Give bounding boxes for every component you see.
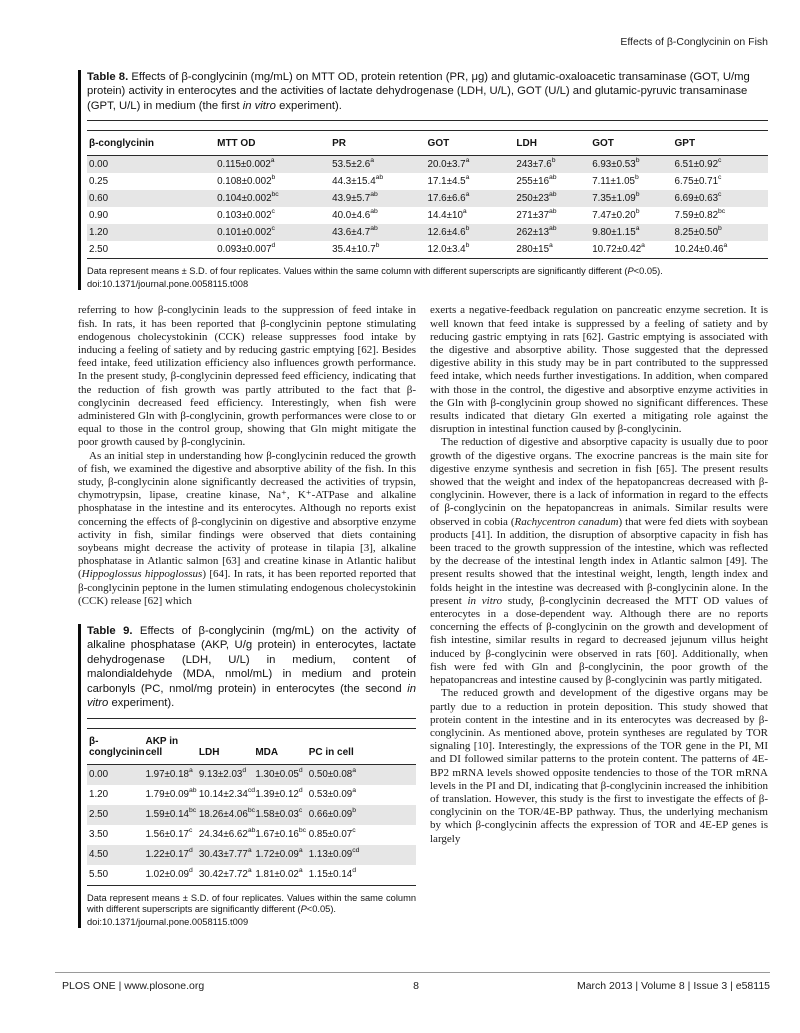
superscript: a — [723, 241, 728, 249]
table-cell: 7.11±1.05$^b$ — [592, 173, 639, 188]
superscript: bc — [718, 207, 726, 215]
table9-block — [78, 624, 416, 928]
table-cell: 0.85±0.07$^c$ — [308, 826, 356, 841]
table8-doi: doi:10.1371/journal.pone.0058115.t008 — [87, 278, 249, 289]
superscript: ab — [370, 207, 378, 215]
table-cell: 6.51±0.92$^c$ — [674, 156, 722, 171]
superscript: cd — [352, 846, 360, 854]
table-cell: 10.72±0.42$^a$ — [592, 241, 645, 256]
table8-label: Table 8. — [87, 71, 129, 83]
table-cell: 1.58±0.03$^c$ — [255, 806, 303, 821]
table-cell: 1.02±0.09$^d$ — [145, 866, 193, 881]
table-cell: 24.34±6.62$^{ab}$ — [198, 826, 256, 841]
superscript: ab — [549, 173, 557, 181]
superscript: c — [189, 826, 193, 834]
superscript: ab — [549, 224, 557, 232]
superscript: a — [635, 224, 640, 232]
table-cell: 2.50 — [89, 244, 109, 256]
table-cell: 53.5±2.6$^a$ — [332, 156, 374, 171]
superscript: b — [635, 207, 640, 215]
table-cell: 0.108±0.002$^b$ — [217, 173, 276, 188]
table-cell: 18.26±4.06$^{bc}$ — [198, 806, 256, 821]
column-header: LDH — [514, 131, 590, 156]
table-cell: $250\pm 23^{ab}$ — [516, 190, 557, 205]
table-cell: 1.72±0.09$^a$ — [255, 846, 303, 861]
right-column-text — [430, 304, 768, 845]
right-column — [430, 304, 768, 928]
superscript: a — [641, 241, 645, 249]
table-cell: $14.4\pm 10^a$ — [427, 207, 467, 222]
table9 — [87, 728, 416, 886]
superscript: d — [271, 241, 276, 249]
left-column — [78, 304, 416, 928]
superscript: b — [271, 173, 276, 181]
table-row — [87, 190, 768, 207]
table-cell: 0.50±0.08$^a$ — [308, 766, 357, 781]
table-cell: 20.0±3.7$^a$ — [427, 156, 470, 171]
superscript: b — [718, 224, 722, 232]
superscript: a — [465, 173, 470, 181]
column-header: LDH — [197, 728, 253, 764]
table-cell: $262\pm 13^{ab}$ — [516, 224, 557, 239]
paragraph: As an initial step in understanding how β-conglycinin reduced the growth of fish, we examined the digestive and absorptive ability of the fish. In this study, β-conglycinin alone significantly decreased the activities of trypsin, chymotrypsin, lipase, creatine kinase, Na⁺, K⁺-ATPase and alkaline phosphatase in the intestine and its enterocytes. Although no reports exist concerning the effects of β-conglycinin on digestive and absorptive enzyme activity in fish, similar findings were observed that diets containing soybeans might decrease the activity of protease in tilapia [3], alkaline phosphatase in Atlantic salmon [63] and creatine kinase in Atlantic halibut (Hippoglossus hippoglossus) [64]. In rats, it has been reported reported that β-conglycinin peptone in the lumen stimulating endogenous cholecystokinin (CCK) release [62] which — [78, 449, 416, 607]
superscript: b — [551, 156, 556, 164]
superscript: a — [298, 846, 303, 854]
table-cell: 44.3±15.4$^{ab}$ — [332, 173, 384, 188]
superscript: a — [189, 766, 193, 774]
column-header: GOT — [590, 131, 672, 156]
table8-block — [78, 70, 768, 290]
column-header: β-conglycinin — [87, 728, 143, 764]
table-cell: 0.115±0.002$^a$ — [217, 156, 275, 171]
table-cell: 0.103±0.002$^c$ — [217, 207, 275, 222]
table-cell: 17.6±6.6$^a$ — [427, 190, 470, 205]
paragraph: The reduction of digestive and absorptive capacity is usually due to poor growth of the digestive organs. The exocrine pancreas is the main site for digestive enzyme synthesis and secretion in fish [65]. The present results showed that the weight and index of the hepatopancreas decreased with β-conglycinin. However, there is a lack of information in regard to the effects of β-conglycinin on the hepatopancreas in animals. Similar results were observed in cobia (Rachycentron canadum) that were fed diets with soybean products [41]. In addition, the disruption of absorptive capacity in fish has been traced to the growth suppression of the intestine, which was reflected by the decrease of the intestinal length index in Atlantic salmon [49]. The present results showed that the intestinal weight, length, length index and folds height in the intestine was decreased with β-conglycinin alone. In the present in vitro study, β-conglycinin decreased the MTT OD values of enterocytes in a dose-dependent way. Although there are no reports concerning the effects of β-conglycinin on the growth and development of fish intestine, similar results in regard to decreased jejunum villus height induced by β-conglycinin were observed in rats [60]. Additionally, when fish were fed with Gln and β-conglycinin, the poor growth of the hepatopancreas and intestine caused by β-conglycinin was partly mitigated. — [430, 436, 769, 687]
superscript: c — [271, 224, 275, 232]
superscript: bc — [247, 806, 256, 814]
superscript: ab — [247, 826, 256, 834]
table-cell: 1.20 — [89, 789, 109, 801]
table9-footnote: Data represent means ± S.D. of four replicates. Values within the same column with different superscripts are significantly different (P<0.05). — [87, 892, 416, 915]
superscript: d — [242, 766, 247, 774]
table-cell: 1.79±0.09$^{ab}$ — [145, 786, 197, 801]
superscript: b — [634, 173, 639, 181]
table-cell: 0.53±0.09$^a$ — [308, 786, 357, 801]
table-cell: 43.6±4.7$^{ab}$ — [332, 224, 378, 239]
superscript: cd — [247, 786, 256, 794]
superscript: b — [635, 190, 640, 198]
table-cell: 1.39±0.12$^d$ — [255, 786, 303, 801]
superscript: a — [549, 241, 553, 249]
table-cell: 0.66±0.09$^b$ — [308, 806, 357, 821]
table-cell: 1.56±0.17$^c$ — [145, 826, 193, 841]
table-cell: 6.93±0.53$^b$ — [592, 156, 640, 171]
column-header: GPT — [673, 131, 768, 156]
column-header: GOT — [426, 131, 515, 156]
superscript: d — [298, 786, 303, 794]
superscript: a — [298, 866, 303, 874]
header-row — [87, 728, 416, 764]
table-row — [87, 805, 416, 825]
table8 — [87, 130, 768, 259]
table-cell: 6.75±0.71$^c$ — [674, 173, 722, 188]
table-cell: 0.104±0.002$^{bc}$ — [217, 190, 279, 205]
table8-caption-text: Effects of β-conglycinin (mg/mL) on MTT OD, protein retention (PR, μg) and glutamic-oxaloacetic transaminase (GOT, U/mg protein) activity in enterocytes and the activities of lactate dehydrogenase (LDH, U/L), GOT (U/L) and glutamic-pyruvic transaminase (GPT, U/L) in medium (the first in vitro experiment). — [87, 71, 750, 112]
table-cell: 30.42±7.72$^a$ — [198, 866, 252, 881]
paragraph: The reduced growth and development of the digestive organs may be partly due to a reduction in protein deposition. This study showed that protein content in the intestine and in its enterocytes was decreased by β-conglycinin. As mentioned above, protein syntheses are regulated by TOR signaling [10]. Interestingly, the expressions of the TOR gene in the PI, MI and DI followed similar patterns to the protein content. The patterns of 4E-BP2 mRNA levels showed opposite tendencies to those of the TOR mRNA levels in the PI and DI, indicating that β-conglycinin increased the inhibition of translation. However, this study is the first to investigate the effects of β-conglycinin on the TOR/4E-BP pathway. Thus, the underlying mechanism by which β-conglycinin affects the expression of TOR and 4E-EP genes is largely — [430, 687, 768, 845]
table-cell: 4.50 — [89, 849, 109, 861]
paragraph: referring to how β-conglycinin leads to the suppression of feed intake in fish. In rats, it has been reported that β-conglycinin peptone stimulating endogenous cholecystokinin (CCK) release suppresses food intake by inducing a feeling of satiety and by reducing gastric emptying [62]. Besides feed intake, feed utilization efficiency also influences growth performance. In the present study, β-conglycinin depressed feed efficiency, indicating that the reduction of fish growth was partly attributed to the fact that β-conglycinin decreased feed efficiency. Interestingly, when fish were administered Gln with β-conglycinin, growth performances were close to or equal to those in the control group, showing that Gln might mitigate the poor growth caused by β-conglycinin. — [78, 304, 416, 449]
table-cell: 1.22±0.17$^d$ — [145, 846, 193, 861]
table-row — [87, 156, 768, 174]
paragraph: exerts a negative-feedback regulation on pancreatic enzyme secretion. It is well known that feed intake is suppressed by a feeling of satiety and by reducing gastric emptying in rats [62]. Gastric emptying is associated with the digestive and absorptive ability. Those suggested that the depressed digestive ability in this study may be in part contributed to the suppressed feed intake, which needs further investigations. In addition, when compared with those in the control, the digestive and absorptive enzyme activities in the Gln with β-conglycinin group showed no significant differences. These results indicated that dietary Gln exerted a mitigating role against the disruption in intestinal function caused by β-conglycinin. — [430, 304, 768, 436]
footer-citation: March 2013 | Volume 8 | Issue 3 | e58115 — [576, 980, 770, 992]
table-cell: 10.14±2.34$^{cd}$ — [198, 786, 256, 801]
table-cell: 7.35±1.09$^b$ — [592, 190, 640, 205]
table-row — [87, 173, 768, 190]
superscript: ab — [370, 224, 378, 232]
superscript: a — [370, 156, 374, 164]
superscript: ab — [549, 190, 557, 198]
column-header: β-conglycinin — [87, 131, 215, 156]
superscript: b — [635, 156, 640, 164]
superscript: b — [375, 241, 380, 249]
table-cell: 0.093±0.007$^d$ — [217, 241, 276, 256]
superscript: a — [352, 766, 357, 774]
table-cell: 0.90 — [89, 210, 109, 222]
table-cell: 7.47±0.20$^b$ — [592, 207, 640, 222]
superscript: a — [247, 846, 252, 854]
superscript: a — [352, 786, 357, 794]
table-cell: 10.24±0.46$^a$ — [674, 241, 728, 256]
table-cell: 0.25 — [89, 176, 109, 188]
superscript: d — [298, 766, 303, 774]
table-cell: 9.13±2.03$^d$ — [198, 766, 247, 781]
table-row — [87, 224, 768, 241]
table-cell: 1.30±0.05$^d$ — [255, 766, 303, 781]
superscript: bc — [298, 826, 307, 834]
table-cell: 43.9±5.7$^{ab}$ — [332, 190, 378, 205]
table-cell: 1.13±0.09$^{cd}$ — [308, 846, 360, 861]
table9-label: Table 9. — [87, 625, 133, 638]
superscript: c — [352, 826, 356, 834]
running-title: Effects of β-Conglycinin on Fish — [620, 36, 768, 48]
table-cell: 0.00 — [89, 769, 109, 781]
superscript: b — [465, 224, 470, 232]
table-cell: $255\pm 16^{ab}$ — [516, 173, 557, 188]
table-cell: 30.43±7.77$^a$ — [198, 846, 252, 861]
table-cell: 1.97±0.18$^a$ — [145, 766, 193, 781]
superscript: bc — [271, 190, 279, 198]
superscript: b — [352, 806, 357, 814]
table-cell: 8.25±0.50$^b$ — [674, 224, 722, 239]
superscript: b — [465, 241, 470, 249]
header-row — [87, 131, 768, 156]
table8-caption — [87, 70, 768, 121]
column-header: MTT OD — [215, 131, 330, 156]
superscript: c — [298, 806, 303, 814]
table-cell: 3.50 — [89, 829, 109, 841]
table-cell: 5.50 — [89, 869, 109, 881]
superscript: c — [718, 156, 722, 164]
table-row — [87, 865, 416, 886]
superscript: c — [718, 190, 722, 198]
left-column-text — [78, 304, 416, 608]
table-row — [87, 207, 768, 224]
table-cell: 35.4±10.7$^b$ — [332, 241, 380, 256]
table-cell: 0.60 — [89, 193, 109, 205]
table-cell: 1.15±0.14$^d$ — [308, 866, 357, 881]
table-cell: 0.00 — [89, 159, 109, 171]
table-cell: 1.81±0.02$^a$ — [255, 866, 303, 881]
table-cell: 12.6±4.6$^b$ — [427, 224, 470, 239]
table-cell: 1.59±0.14$^{bc}$ — [145, 806, 197, 821]
table-row — [87, 241, 768, 259]
page-number: 8 — [413, 980, 419, 992]
footer-journal: PLOS ONE | www.plosone.org — [62, 980, 205, 992]
superscript: c — [718, 173, 722, 181]
table-cell: 40.0±4.6$^{ab}$ — [332, 207, 378, 222]
superscript: ab — [549, 207, 557, 215]
table-row — [87, 785, 416, 805]
table-row — [87, 845, 416, 865]
table8-footnote: Data represent means ± S.D. of four replicates. Values within the same column with different superscripts are significantly different (P<0.05). — [87, 266, 663, 277]
table-cell: 1.20 — [89, 227, 109, 239]
column-header: MDA — [253, 728, 306, 764]
table-cell: $271\pm 37^{ab}$ — [516, 207, 557, 222]
table9-caption-text: Effects of β-conglycinin (mg/mL) on the activity of alkaline phosphatase (AKP, U/g protein) in enterocytes, lactate dehydrogenase (LDH, U/L) in medium, content of malondialdehyde (MDA, nmol/mL) in medium and protein carbonyls (PC, nmol/mg protein) in enterocytes (the second in vitro experiment). — [87, 625, 416, 710]
table-cell: 12.0±3.4$^b$ — [427, 241, 470, 256]
superscript: a — [462, 207, 467, 215]
table-cell: 9.80±1.15$^a$ — [592, 224, 640, 239]
table-cell: $280\pm 15^a$ — [516, 241, 553, 256]
superscript: bc — [189, 806, 197, 814]
table9-doi: doi:10.1371/journal.pone.0058115.t009 — [87, 916, 249, 927]
table9-caption — [87, 624, 416, 718]
superscript: a — [465, 156, 470, 164]
body-columns — [78, 304, 768, 928]
superscript: a — [270, 156, 275, 164]
superscript: c — [271, 207, 275, 215]
superscript: a — [247, 866, 252, 874]
column-header: PC in cell — [307, 728, 416, 764]
superscript: ab — [375, 173, 384, 181]
page-content — [78, 70, 768, 928]
table-row — [87, 825, 416, 845]
column-header: AKP in cell — [143, 728, 196, 764]
superscript: a — [465, 190, 470, 198]
superscript: ab — [189, 786, 197, 794]
table-row — [87, 764, 416, 785]
table-cell: 6.69±0.63$^c$ — [674, 190, 722, 205]
column-header: PR — [330, 131, 425, 156]
superscript: d — [189, 866, 193, 874]
table-cell: 2.50 — [89, 809, 109, 821]
superscript: d — [352, 866, 357, 874]
superscript: d — [189, 846, 193, 854]
table-cell: 243±7.6$^b$ — [516, 156, 556, 171]
superscript: ab — [370, 190, 378, 198]
page-footer — [55, 972, 770, 992]
table-cell: 0.101±0.002$^c$ — [217, 224, 275, 239]
table-cell: 17.1±4.5$^a$ — [427, 173, 470, 188]
table-cell: 7.59±0.82$^{bc}$ — [674, 207, 726, 222]
table-cell: 1.67±0.16$^{bc}$ — [255, 826, 307, 841]
